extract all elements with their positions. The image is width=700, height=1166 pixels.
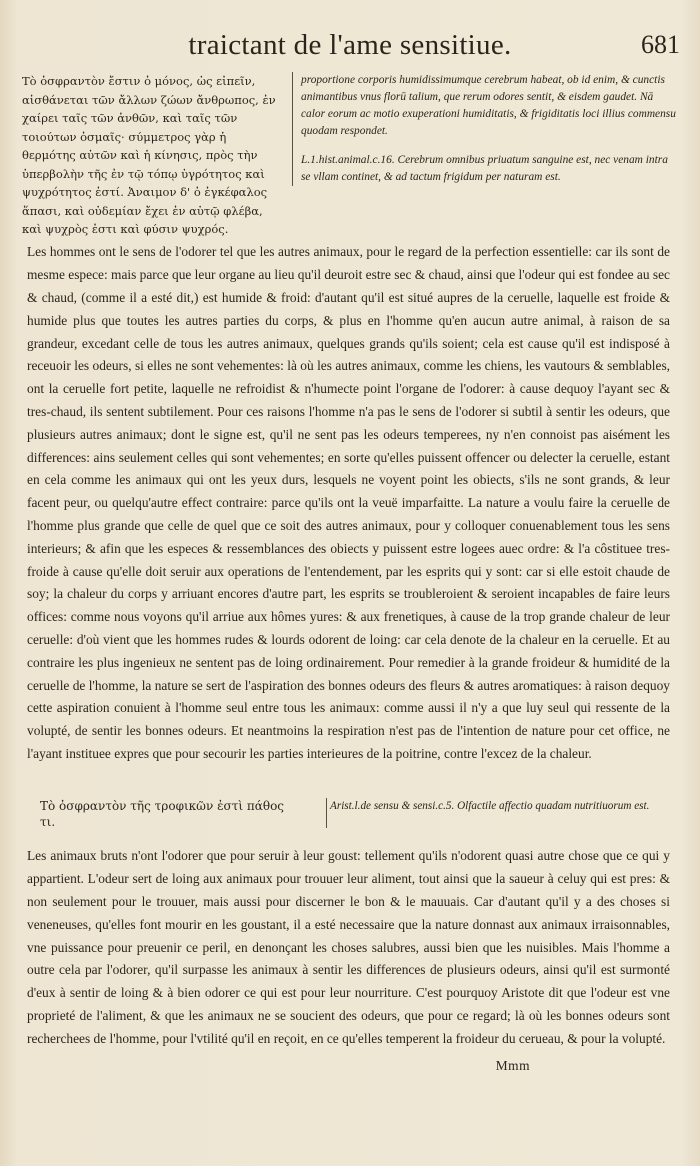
latin-note-text: proportione corporis humidissimumque cerebrum habeat, ob id enim, & cunctis animantibus vnus florū talium, que rerum odores sentit, & eisdem gaudet. Nā calor eorum ac motio exuperationi humiditatis, & frigiditatis loci illius commensu quodam respondet. [301,74,676,137]
catchword: Mmm [495,1058,530,1073]
column-divider [326,798,327,828]
running-title: traictant de l'ame sensitiue. [188,29,512,61]
greek-marginal-note: Τὸ ὀσφραντὸν ἔστιν ὁ μόνος, ὡς εἰπεῖν, αἰσθάνεται τῶν ἄλλων ζώων ἄνθρωπος, ἐν χαίρει ταῖς τῶν ἀνθῶν, καὶ ταῖς τῶν τοιούτων ὀσμαῖς· σύμμετρος γὰρ ἡ θερμότης αὐτῶν καὶ ἡ κίνησις, πρὸς τὴν ὑπερβολὴν τῆς ἐν τῷ τόπῳ ὑγρότητος καὶ ψυχρότητος ἐστί. Ἀναιμον δ' ὁ ἐγκέφαλος ἅπασι, καὶ οὐδεμίαν ἔχει ἐν αὑτῷ φλέβα, καὶ ψυχρὸς ἐστι καὶ φύσιν ψυχρός. [22,74,276,236]
section-greek-quote: Τὸ ὀσφραντὸν τῆς τροφικῶν ἐστὶ πάθος τι. [40,799,285,829]
section-notes [40,798,670,834]
section-latin-citation: Arist.l.de sensu & sensi.c.5. Olfactile affectio quadam nutritiuorum est. [330,800,650,812]
latin-marginal-note [292,72,679,186]
paragraph-2: Les animaux bruts n'ont l'odorer que pour seruir à leur goust: tellement qu'ils n'odorent quasi autre chose que ce qui y appartient. L'odeur sert de loing aux animaux pour trouuer leur aliment, tout ainsi que la saueur à celuy qui est pres: & non seulement pour le trouuer, mais aussi pour discerner le bon & le mauuais. Car d'autant qu'il y a des choses si veneneuses, qu'elles font mourir en les goustant, il a esté necessaire que la nature donnast aux animaux irraisonnables, vne puissance pour preuenir ce peril, en denonçant les choses salubres, aussi bien que les nuisibles. Mais l'homme a outre cela par l'odorer, qu'il surpasse les animaux à sentir les differences de plusieurs odeurs, ainsi qu'il est surmonté d'eux à sentir de loing & à bien odorer ce qui est pour leur nourriture. C'est pourquoy Aristote dit que l'odeur est vne proprieté de l'aliment, & que les animaux ne se soucient des odeurs, que pour ce regard; là où les bonnes odeurs sont recherchees de l'homme, pour l'vtilité qu'il en reçoit, en ce qu'elles temperent la froideur du cerueau, & pour la volupté. [27,848,670,1046]
paragraph-1: Les hommes ont le sens de l'odorer tel que les autres animaux, pour le regard de la perfection essentielle: car ils sont de mesme espece: mais parce que leur organe au lieu qu'il deuroit estre sec & chaud, ainsi que l'odeur qui est fondee au sec & chaud, (comme il a esté dit,) est humide & froid: d'autant qu'il est situé aupres de la ceruelle, laquelle est froide & humide plus que toutes les autres parties du corps, & plus en l'homme qu'en aucun autre animal, à raison de sa grandeur, excedant celle de tous les autres animaux, quelques grands qu'ils soient; cela est cause qu'il est indisposé à receuoir les odeurs, si elles ne sont vehementes: là où les autres animaux, comme les chiens, les vautours & semblables, ont la ceruelle fort petite, laquelle ne refroidist & n'humecte point l'organe de l'odorer: à cause dequoy l'ayant sec & tres-chaud, ils sentent subtilement. Pour ces raisons l'homme n'a pas le sens de l'odorer si subtil à sentir les odeurs, que plusieurs autres animaux; dont le signe est, qu'il ne sent pas les odeurs temperees, ny n'en connoist pas aisément les differences: ains seulement celles qui sont vehementes; en sorte qu'elles puissent offencer ou delecter la ceruelle, estant en cela comme les animaux qui ont les yeux durs, lesquels ne voyent point les obiects, s'ils ne sont grands, & leur facent peur, ou quelqu'autre effect contraire: parce qu'ils ont la veuë imparfaitte. La nature a voulu faire la ceruelle de l'homme plus grande que celle de quel que ce soit des autres animaux, pour y colloquer conuenablement tous les sens interieurs; & afin que les especes & ressemblances des obiects y puissent estre logees auec ordre: & l'a côstituee tres-froide à cause qu'elle doit seruir aux operations de l'entendement, par les esprits qui y sont: car si elle estoit chaude de soy; la chaleur du corps y arriuant encores d'autre part, les esprits se troubleroient & seroient incapables de faire leurs offices: comme nous voyons qu'il arriue aux hômes yures: & aux frenetiques, à cause de la trop grande chaleur de leur ceruelle: d'où vient que les hommes rudes & lourds odorent de loing: car cela denote de la chaleur en la ceruelle. Et au contraire les plus ingenieux ne sentent pas de loing ordinairement. Pour remedier à la grande froideur & humidité de la ceruelle de l'homme, la nature se sert de l'aspiration des bonnes odeurs des fleurs & autres aromatiques: à raison dequoy cette aspiration conuient à l'homme seul entre tous les animaux: comme aussi il n'y a que luy seul qui ressente de la volupté, de sentir les bonnes odeurs. Et neantmoins la respiration n'est pas de l'intention de nature pour cet office, ne l'ayant instituee expres que pour secourir les parties interieures de la poitrine, contre l'excez de la chaleur. [27,244,670,761]
latin-note-citation: L.1.hist.animal.c.16. Cerebrum omnibus priuatum sanguine est, nec venam intra se vllam continet, & ad tactum frigidum per naturam est. [301,154,668,183]
page-number: 681 [641,30,680,59]
